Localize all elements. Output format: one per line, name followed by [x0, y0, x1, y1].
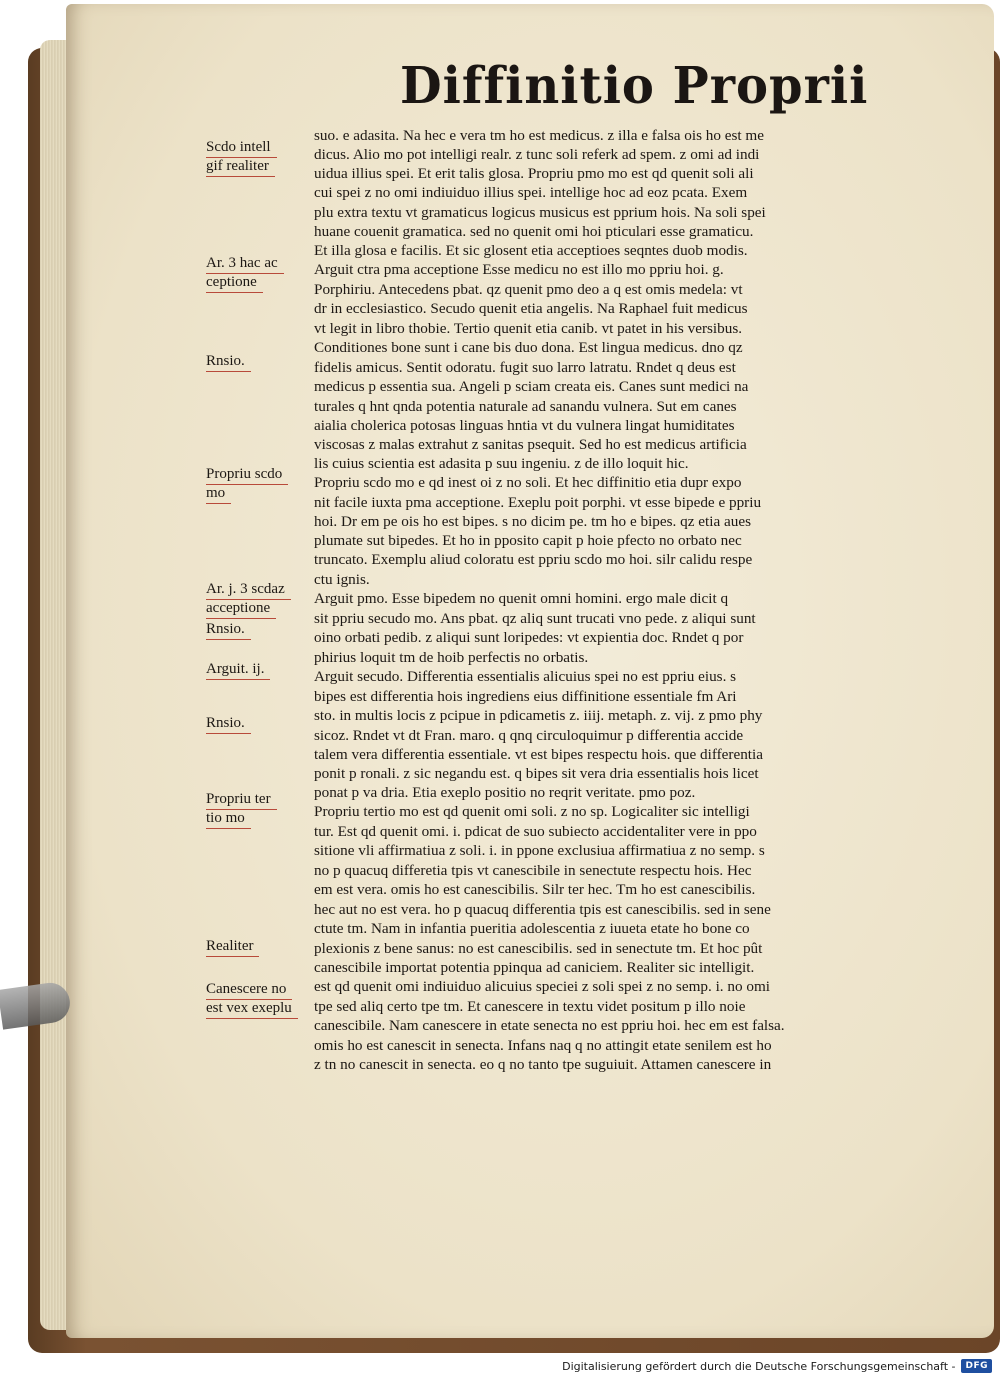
- text-line: tpe sed aliq certo tpe tm. Et canescere in textu videt positum p illo noie: [314, 998, 746, 1015]
- text-line: Propriu tertio mo est qd quenit omi soli. z no sp. Logicaliter sic intelligi: [314, 803, 750, 820]
- page-heading: Diffinitio Proprii: [400, 56, 869, 116]
- margin-note-text: Rnsio.: [206, 714, 251, 734]
- text-line: lis cuius scientia est adasita p suu ingeniu. z de illo loquit hic.: [314, 455, 689, 472]
- text-line: turales q hnt qnda potentia naturale ad sanandu vulnera. Sut em canes: [314, 398, 737, 415]
- text-line: dr in ecclesiastico. Secudo quenit etia angelis. Na Raphael fuit medicus: [314, 300, 748, 317]
- text-line: ponat p va dria. Etia exeplo positio no reqrit veritate. pmo poz.: [314, 784, 696, 801]
- text-line: tur. Est qd quenit omi. i. pdicat de suo subiecto accidentaliter vere in ppo: [314, 823, 757, 840]
- margin-note-text: tio mo: [206, 809, 251, 829]
- text-line: canescibile importat potentia ppinqua ad caniciem. Realiter sic intelligit.: [314, 959, 755, 976]
- text-line: plumate sut bipedes. Et ho in pposito capit p hoie pfecto no orbato nec: [314, 532, 742, 549]
- margin-note-text: Realiter: [206, 937, 259, 957]
- text-line: aialia cholerica potosas linguas hntia vt du vulnera lingat humiditates: [314, 417, 735, 434]
- text-line: oino orbati pedib. z aliqui sunt loripedes: vt expientia doc. Rndet q por: [314, 629, 744, 646]
- text-line: fidelis amicus. Sentit odoratu. fugit suo larro latratu. Rndet q deus est: [314, 359, 736, 376]
- text-line: est qd quenit omi indiuiduo alicuius speciei z soli spei z no semp. i. no omi: [314, 978, 770, 995]
- text-line: em est vera. omis ho est canescibilis. Silr ter hec. Tm ho est canescibilis.: [314, 881, 756, 898]
- text-line: sitione vli affirmatiua z soli. i. in ppone exclusiua affirmatiua z no semp. s: [314, 842, 765, 859]
- text-line: talem vera differentia essentiale. vt est bipes respectu hois. que differentia: [314, 746, 763, 763]
- margin-note-text: Ar. 3 hac ac: [206, 254, 284, 274]
- margin-note: [206, 660, 270, 680]
- margin-note-text: Ar. j. 3 scdaz: [206, 580, 291, 600]
- text-line: ctu ignis.: [314, 571, 370, 588]
- text-line: Arguit ctra pma acceptione Esse medicu no est illo mo ppriu hoi. g.: [314, 261, 724, 278]
- text-line: ctute tm. Nam in infantia pueritia adolescentia z iuueta etate ho bone co: [314, 920, 750, 937]
- margin-note-text: Canescere no: [206, 980, 292, 1000]
- margin-note-text: Rnsio.: [206, 352, 251, 372]
- margin-note-text: mo: [206, 484, 231, 504]
- margin-note: [206, 465, 288, 485]
- margin-note: [206, 937, 259, 957]
- margin-note-text: acceptione: [206, 599, 276, 619]
- margin-note: [206, 273, 263, 293]
- text-line: Porphiriu. Antecedens pbat. qz quenit pmo deo a q est omis medela: vt: [314, 281, 743, 298]
- margin-note-text: Propriu scdo: [206, 465, 288, 485]
- text-line: viscosas z malas extrahut z sanitas psequit. Sed ho est medicus artificia: [314, 436, 747, 453]
- text-line: z tn no canescit in senecta. eo q no tanto tpe suguiuit. Attamen canescere in: [314, 1056, 772, 1073]
- text-line: suo. e adasita. Na hec e vera tm ho est medicus. z illa e falsa ois ho est me: [314, 127, 764, 144]
- margin-note-text: ceptione: [206, 273, 263, 293]
- text-line: sicoz. Rndet vt dt Fran. maro. q qnq circuloquimur p differentia accide: [314, 727, 744, 744]
- text-line: huane couenit gramatica. sed no quenit omi hoi pticulari esse gramaticu.: [314, 223, 754, 240]
- text-line: nit facile iuxta pma acceptione. Exeplu poit porphi. vt esse bipede e ppriu: [314, 494, 762, 511]
- text-line: omis ho est canescit in senecta. Infans naq q no attingit etate senilem est ho: [314, 1037, 772, 1054]
- footer: [562, 1356, 992, 1376]
- margin-note-text: Scdo intell: [206, 138, 277, 158]
- margin-note-text: Propriu ter: [206, 790, 277, 810]
- text-line: canescibile. Nam canescere in etate senecta no est ppriu hoi. hec em est falsa.: [314, 1017, 785, 1034]
- margin-note-text: Arguit. ij.: [206, 660, 270, 680]
- text-line: medicus p essentia sua. Angeli p sciam creata eis. Canes sunt medici na: [314, 378, 749, 395]
- margin-note: [206, 599, 276, 619]
- text-line: hoi. Dr em pe ois ho est bipes. s no dicim pe. tm ho e bipes. qz etia aues: [314, 513, 751, 530]
- margin-note: [206, 714, 251, 734]
- margin-note: [206, 352, 251, 372]
- text-line: Arguit pmo. Esse bipedem no quenit omni homini. ergo male dicit q: [314, 590, 729, 607]
- text-line: plexionis z bene sanus: no est canescibilis. sed in senectute tm. Et hoc pût: [314, 940, 763, 957]
- text-line: Propriu scdo mo e qd inest oi z no soli. Et hec diffinitio etia dupr expo: [314, 474, 742, 491]
- text-line: ponit p ronali. z sic negandu est. q bipes sit vera dria essentialis hois licet: [314, 765, 759, 782]
- text-line: phirius loquit tm de hoib perfectis no orbatis.: [314, 649, 589, 666]
- text-line: vt legit in libro thobie. Tertio quenit etia canib. vt patet in his versibus.: [314, 320, 743, 337]
- margin-note-text: Rnsio.: [206, 620, 251, 640]
- margin-note: [206, 157, 275, 177]
- text-line: Arguit secudo. Differentia essentialis alicuius spei no est ppriu eius. s: [314, 668, 737, 685]
- margin-note: [206, 980, 292, 1000]
- text-line: truncato. Exemplu aliud coloratu est ppriu scdo mo hoi. silr calidu respe: [314, 551, 753, 568]
- text-line: Et illa glosa e facilis. Et sic glosent etia acceptioes seqntes duob modis.: [314, 242, 748, 259]
- text-line: Conditiones bone sunt i cane bis duo dona. Est lingua medicus. dno qz: [314, 339, 743, 356]
- margin-note: [206, 620, 251, 640]
- margin-note-text: est vex exeplu: [206, 999, 298, 1019]
- margin-note: [206, 999, 298, 1019]
- margin-note: [206, 580, 291, 600]
- dfg-logo: DFG: [961, 1359, 992, 1373]
- text-line: hec aut no est vera. ho p quacuq differentia tpis est canescibilis. sed in sene: [314, 901, 771, 918]
- margin-note: [206, 138, 277, 158]
- margin-note-text: gif realiter: [206, 157, 275, 177]
- footer-text: Digitalisierung gefördert durch die Deutsche Forschungsgemeinschaft -: [562, 1359, 956, 1373]
- text-line: plu extra textu vt gramaticus logicus musicus est pprium hois. Na soli spei: [314, 204, 766, 221]
- margin-note: [206, 254, 284, 274]
- text-line: bipes est differentia hois ingrediens eius diffinitione essentiale fm Ari: [314, 688, 737, 705]
- margin-note: [206, 484, 231, 504]
- text-line: sit ppriu secudo mo. Ans pbat. qz aliq sunt trucati vno pede. z aliqui sunt: [314, 610, 756, 627]
- margin-note: [206, 790, 277, 810]
- text-line: no p quacuq differetia tpis vt canescibile in senectute respectu hois. Hec: [314, 862, 752, 879]
- text-line: cui spei z no omi indiuiduo illius spei. intellige hoc ad eoz pcata. Exem: [314, 184, 748, 201]
- margin-note: [206, 809, 251, 829]
- text-line: sto. in multis locis z pcipue in pdicametis z. iiij. metaph. z. vij. z pmo phy: [314, 707, 763, 724]
- text-line: dicus. Alio mo pot intelligi realr. z tunc soli referk ad spem. z omi ad indi: [314, 146, 760, 163]
- text-line: uidua illius spei. Et erit talis glosa. Propriu pmo mo est qd quenit soli ali: [314, 165, 754, 182]
